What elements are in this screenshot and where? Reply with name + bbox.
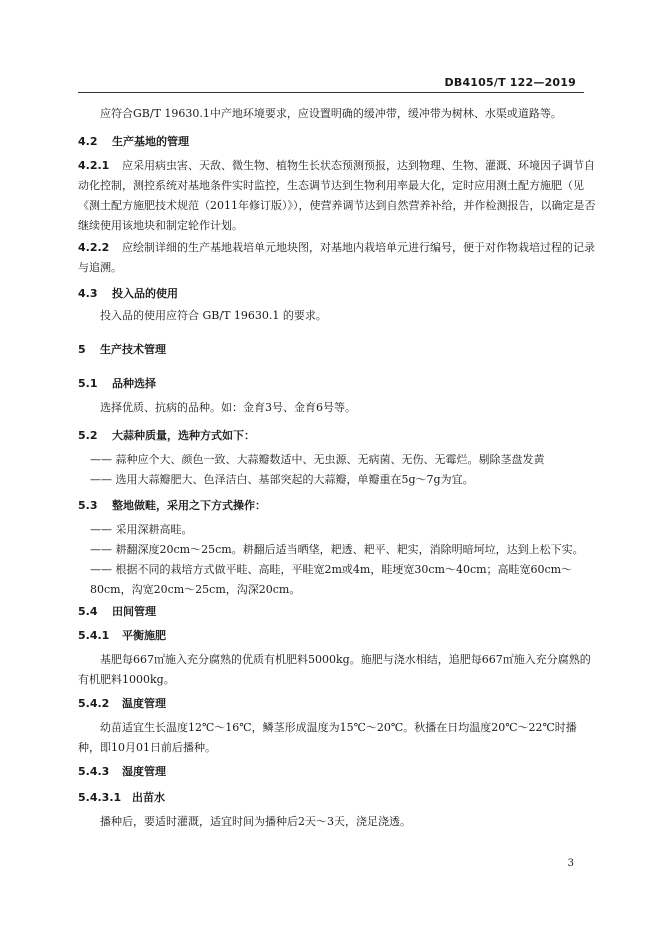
document-id: DB4105/T 122—2019 bbox=[444, 76, 576, 89]
dash-list-5-2 bbox=[78, 450, 610, 490]
heading-5 bbox=[78, 340, 598, 360]
heading-number: 5.2 bbox=[78, 429, 98, 442]
paragraph-5-4-2: 幼苗适宜生长温度12℃～16℃，鳞茎形成温度为15℃～20℃。秋播在日均温度20℃～22℃时播种，即10月01日前后播种。 bbox=[78, 721, 577, 754]
heading-5-4-3-1 bbox=[78, 788, 598, 808]
list-item: —— 采用深耕高畦。 bbox=[90, 523, 193, 536]
page-number: 3 bbox=[567, 858, 574, 869]
heading-5-4-3 bbox=[78, 762, 598, 782]
heading-title: 出苗水 bbox=[132, 791, 165, 804]
clause-text: 应绘制详细的生产基地栽培单元地块图，对基地内栽培单元进行编号，便于对作物栽培过程的记录与追溯。 bbox=[78, 241, 595, 274]
heading-number: 5.3 bbox=[78, 499, 98, 512]
intro-paragraph: 应符合GB/T 19630.1中产地环境要求，应设置明确的缓冲带，缓冲带为树林、水渠或道路等。 bbox=[100, 107, 562, 120]
heading-5-4-1 bbox=[78, 626, 598, 646]
list-item: —— 选用大蒜瓣肥大、色泽洁白、基部突起的大蒜瓣，单瓣重在5g～7g为宜。 bbox=[90, 473, 474, 486]
header-rule bbox=[78, 92, 584, 93]
heading-5-2 bbox=[78, 426, 598, 446]
heading-number: 5.4.3 bbox=[78, 765, 110, 778]
clause-number: 4.2.2 bbox=[78, 241, 110, 254]
clause-number: 4.2.1 bbox=[78, 159, 110, 172]
heading-number: 5 bbox=[78, 343, 86, 356]
paragraph-4-3: 投入品的使用应符合 GB/T 19630.1 的要求。 bbox=[100, 309, 327, 322]
list-item: —— 耕翻深度20cm～25cm。耕翻后适当晒垡，耙透、耙平、耙实，消除明暗坷垃，达到上松下实。 bbox=[90, 543, 584, 556]
heading-title: 平衡施肥 bbox=[122, 629, 166, 642]
heading-number: 5.4.3.1 bbox=[78, 791, 122, 804]
heading-title: 温度管理 bbox=[122, 697, 166, 710]
heading-title: 生产技术管理 bbox=[100, 343, 166, 356]
heading-title: 田间管理 bbox=[112, 605, 156, 618]
heading-title: 大蒜种质量，选种方式如下： bbox=[112, 429, 255, 442]
clause-text: 应采用病虫害、天敌、微生物、植物生长状态预测预报，达到物理、生物、灌溉、环境因子调节自动化控制，测控系统对基地条件实时监控，生态调节达到生物利用率最大化，定时应用测土配方施肥（见《测土配方施肥技术规范（2011年修订版）》），使营养调节达到自然营养补给，并作检测报告，以确定是否继续使用该地块和制定轮作计划。 bbox=[78, 159, 596, 232]
heading-5-1 bbox=[78, 374, 598, 394]
clause-4-2-2 bbox=[78, 238, 598, 278]
heading-title: 生产基地的管理 bbox=[112, 135, 189, 148]
heading-4-2 bbox=[78, 132, 598, 152]
heading-5-4 bbox=[78, 602, 598, 622]
heading-5-3 bbox=[78, 496, 598, 516]
heading-number: 5.4.2 bbox=[78, 697, 110, 710]
clause-4-2-1 bbox=[78, 156, 598, 236]
heading-title: 品种选择 bbox=[112, 377, 156, 390]
heading-5-4-2 bbox=[78, 694, 598, 714]
heading-number: 5.4 bbox=[78, 605, 98, 618]
heading-title: 湿度管理 bbox=[122, 765, 166, 778]
list-item: —— 根据不同的栽培方式做平畦、高畦，平畦宽2m或4m，畦埂宽30cm～40cm；高畦宽60cm～80cm，沟宽20cm～25cm，沟深20cm。 bbox=[90, 563, 573, 596]
paragraph-5-4-1: 基肥每667㎡施入充分腐熟的优质有机肥料5000kg。施肥与浇水相结，追肥每667㎡施入充分腐熟的有机肥料1000kg。 bbox=[78, 653, 591, 686]
heading-number: 4.3 bbox=[78, 287, 98, 300]
paragraph-5-1: 选择优质、抗病的品种。如：金育3号、金育6号等。 bbox=[100, 401, 356, 414]
paragraph-5-4-3-1: 播种后，要适时灌溉，适宜时间为播种后2天～3天，浇足浇透。 bbox=[100, 815, 411, 828]
heading-number: 5.4.1 bbox=[78, 629, 110, 642]
dash-list-5-3 bbox=[78, 520, 610, 600]
list-item: —— 蒜种应个大、颜色一致、大蒜瓣数适中、无虫源、无病菌、无伤、无霉烂。剔除茎盘发黄 bbox=[90, 453, 545, 466]
heading-4-3 bbox=[78, 284, 598, 304]
heading-title: 整地做畦，采用之下方式操作： bbox=[112, 499, 266, 512]
heading-number: 4.2 bbox=[78, 135, 98, 148]
heading-number: 5.1 bbox=[78, 377, 98, 390]
heading-title: 投入品的使用 bbox=[112, 287, 178, 300]
